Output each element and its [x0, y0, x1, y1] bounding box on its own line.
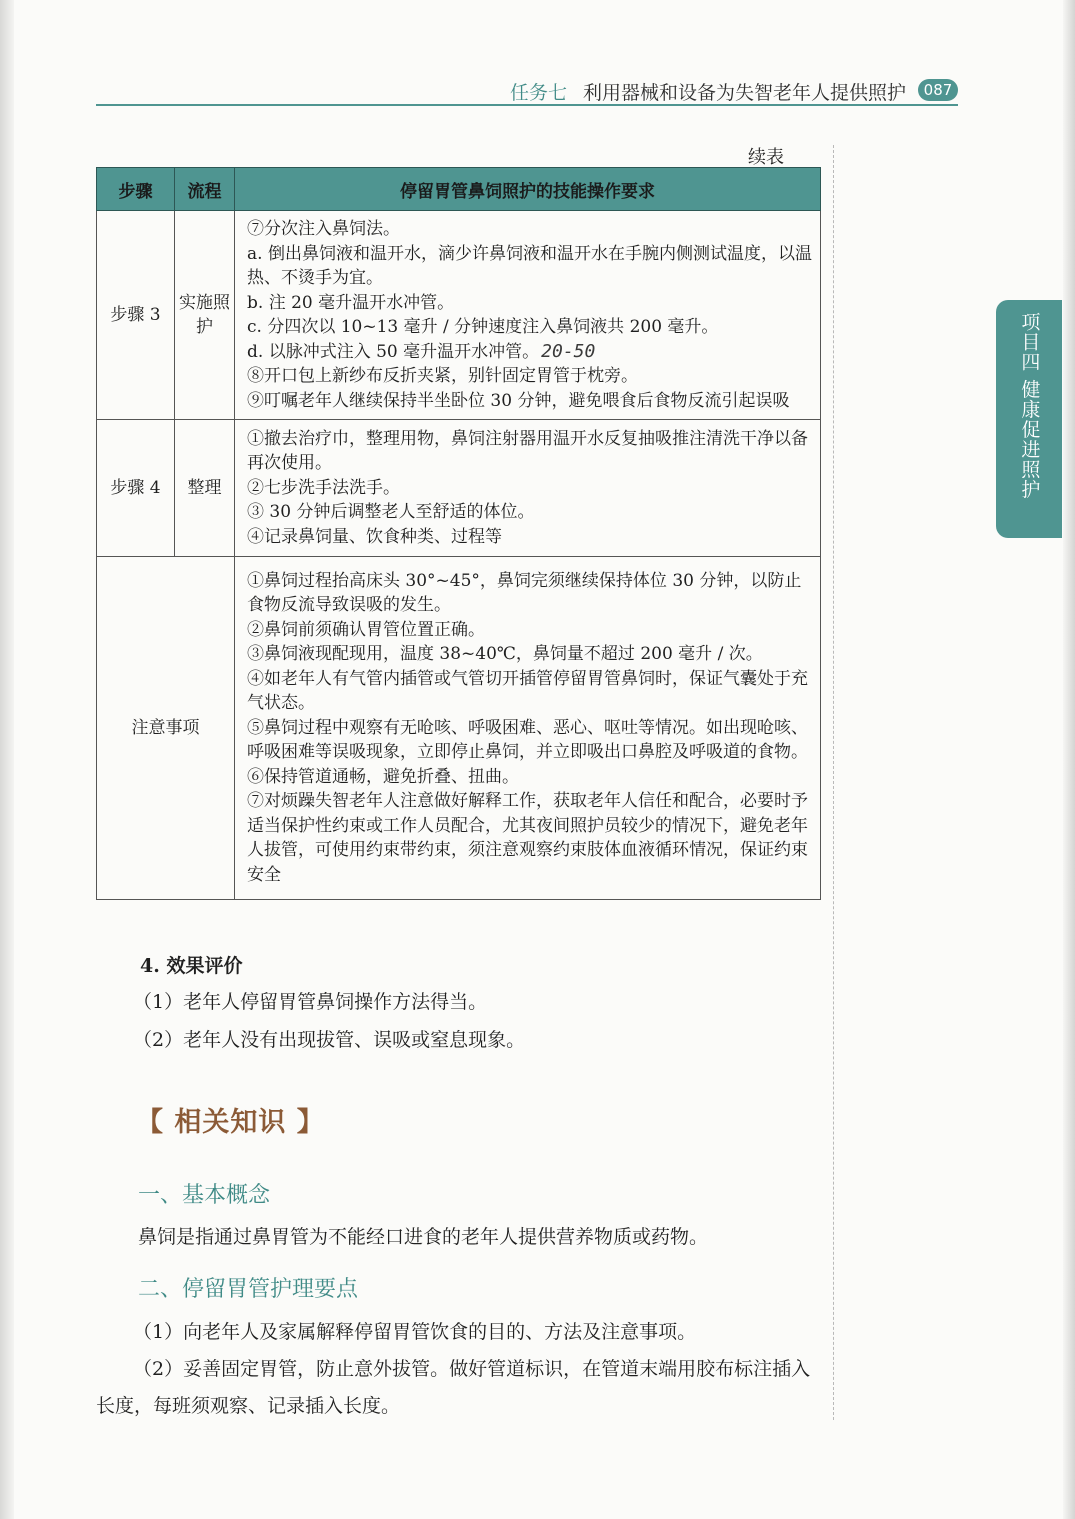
notes-line: ③鼻饲液现配现用，温度 38~40℃，鼻饲量不超过 200 毫升 / 次。: [247, 644, 763, 665]
step3-step-cell: 步骤 3: [97, 211, 175, 420]
section2-item: （1）向老年人及家属解释停留胃管饮食的目的、方法及注意事项。: [133, 1321, 697, 1343]
chapter-side-tab: [996, 300, 1062, 538]
step3-content-cell: [235, 211, 821, 420]
section2-item: （2）妥善固定胃管，防止意外拔管。做好管道标识，在管道末端用胶布标注插入长度，每班须观察、记录插入长度。: [96, 1358, 811, 1417]
step3-process-cell: 实施照护: [175, 211, 235, 420]
evaluation-title: 4. 效果评价: [140, 955, 243, 977]
step3-line: a. 倒出鼻饲液和温开水，滴少许鼻饲液和温开水在手腕内侧测试温度，以温热、不烫手为宜。: [247, 243, 812, 288]
step4-line: ①撤去治疗巾，整理用物，鼻饲注射器用温开水反复抽吸推注清洗干净以备再次使用。: [247, 428, 808, 474]
notes-line: ④如老年人有气管内插管或气管切开插管停留胃管鼻饲时，保证气囊处于充气状态。: [247, 668, 808, 714]
header-title: 利用器械和设备为失智老年人提供照护: [582, 82, 906, 104]
step4-content-cell: [235, 420, 821, 557]
page-edge-right: [1063, 0, 1075, 1519]
header-rule: [96, 104, 958, 106]
step4-step-cell: 步骤 4: [97, 420, 175, 557]
evaluation-item: （2）老年人没有出现拔管、误吸或窒息现象。: [133, 1029, 526, 1051]
page-number-badge: 087: [918, 79, 958, 101]
step3-line-with-note: [247, 340, 812, 365]
table-row-step4: [97, 420, 821, 557]
running-header: [96, 76, 958, 106]
step3-line: ⑧开口包上新纱布反折夹紧，别针固定胃管于枕旁。: [247, 366, 638, 386]
step3-line: ⑦分次注入鼻饲法。: [247, 219, 400, 239]
table-row-notes: [97, 557, 821, 900]
step4-line: ④记录鼻饲量、饮食种类、过程等: [247, 526, 502, 547]
header-task-label: 任务七: [509, 82, 567, 104]
step3-line: c. 分四次以 10~13 毫升 / 分钟速度注入鼻饲液共 200 毫升。: [247, 317, 719, 337]
header-requirements: 停留胃管鼻饲照护的技能操作要求: [235, 168, 821, 211]
step3-line: b. 注 20 毫升温开水冲管。: [247, 292, 455, 313]
notes-line: ⑦对烦躁失智老年人注意做好解释工作，获取老年人信任和配合，必要时予适当保护性约束或工作人员配合，尤其夜间照护员较少的情况下，避免老年人拔管，可使用约束带约束，须注意观察约束肢体血液循环情况，保证约束安全: [247, 791, 808, 885]
step3-line: ⑨叮嘱老年人继续保持半坐卧位 30 分钟，避免喂食后食物反流引起误吸: [247, 390, 790, 411]
table-row-step3: [97, 211, 821, 420]
step3-line: d. 以脉冲式注入 50 毫升温开水冲管。: [247, 341, 540, 362]
header-text: [510, 78, 906, 105]
page-edge-left: [0, 0, 14, 1519]
notes-label-cell: 注意事项: [97, 557, 235, 900]
step4-line: ③ 30 分钟后调整老人至舒适的体位。: [247, 502, 535, 523]
step4-process-cell: 整理: [175, 420, 235, 557]
notes-content-cell: [235, 557, 821, 900]
section1-title: 一、基本概念: [138, 1183, 271, 1208]
related-knowledge-title: 【 相关知识 】: [136, 1107, 325, 1138]
evaluation-item: （1）老年人停留胃管鼻饲操作方法得当。: [133, 991, 488, 1013]
continued-label: 续表: [748, 147, 784, 168]
handwritten-note: 20-50: [541, 340, 596, 362]
section2-title: 二、停留胃管护理要点: [138, 1277, 359, 1302]
header-process: 流程: [175, 168, 235, 211]
chapter-side-tab-label: 项目四 健康促进照护: [1018, 312, 1041, 500]
notes-line: ②鼻饲前须确认胃管位置正确。: [247, 619, 485, 640]
notes-line: ①鼻饲过程抬高床头 30°~45°，鼻饲完须继续保持体位 30 分钟，以防止食物反流导致误吸的发生。: [247, 570, 802, 616]
notes-line: ⑤鼻饲过程中观察有无呛咳、呼吸困难、恶心、呕吐等情况。如出现呛咳、呼吸困难等误吸现象，立即停止鼻饲，并立即吸出口鼻腔及呼吸道的食物。: [247, 717, 808, 763]
header-step: 步骤: [97, 168, 175, 211]
table-header-row: [97, 168, 821, 211]
step4-line: ②七步洗手法洗手。: [247, 477, 400, 498]
notes-line: ⑥保持管道通畅，避免折叠、扭曲。: [247, 766, 519, 787]
procedure-table: [96, 167, 821, 900]
section1-text: 鼻饲是指通过鼻胃管为不能经口进食的老年人提供营养物质或药物。: [138, 1226, 709, 1248]
